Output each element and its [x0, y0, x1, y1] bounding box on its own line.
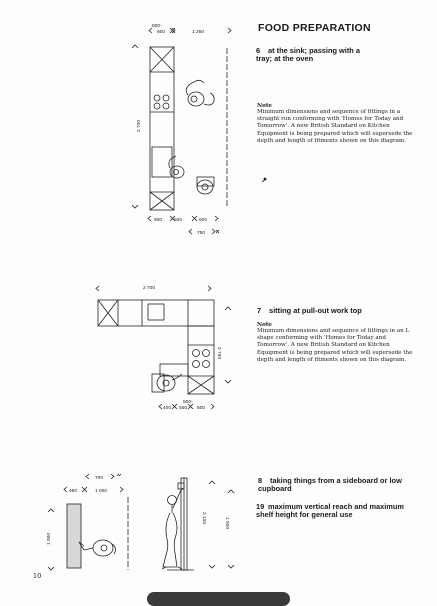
caption-text: sitting at pull-out work top — [269, 306, 362, 315]
dim-label: 750 — [197, 231, 206, 236]
note-text: Minimum dimensions and sequence of fittings in an L shape conforming with 'Homes for Today and Tomorrow'. A new British Standard on Kitchen Equipment is being prepared which will supersede the depth and length of fitments shown on this diagram. — [257, 328, 413, 363]
note-heading: Note — [257, 322, 272, 328]
dim-label: 500- — [183, 400, 193, 405]
dim-label: 600 — [154, 218, 163, 223]
dim-label: 2 700 — [216, 347, 221, 360]
dim-label: 700 — [95, 476, 104, 481]
note-text: Minimum dimensions and sequence of fittings in a straight run conforming with 'Homes for Today and Tomorrow'. A new British Standard on Kitchen Equipment is being prepared which will supersede the depth and length of fitments shown on this diagram. — [257, 109, 413, 144]
diagram-vertical-reach — [162, 478, 234, 570]
dim-label: 2 700 — [137, 119, 142, 132]
caption-number: 19 — [256, 502, 265, 511]
diagram-straight-run — [132, 28, 266, 234]
caption-text: maximum vertical reach and maximum shelf height for general use — [256, 502, 404, 520]
caption-text: taking things from a sideboard or low cupboard — [258, 476, 402, 494]
dim-label: 600 — [197, 406, 206, 411]
dim-label: 2 100 — [201, 512, 206, 525]
dim-label: 1 000 — [47, 532, 52, 545]
dim-label: 1 250 — [192, 30, 205, 35]
caption-number: 7 — [257, 306, 262, 315]
dim-label: 1 000 — [95, 489, 108, 494]
dim-label: 500 — [174, 218, 183, 223]
dim-label: 400 — [163, 406, 172, 411]
dim-label: 450 — [69, 489, 78, 494]
bottom-scroll-bar[interactable] — [147, 592, 290, 606]
dim-label: 600 — [157, 30, 166, 35]
caption-number: 8 — [258, 476, 263, 485]
dim-label: 550 — [179, 406, 188, 411]
diagram-sideboard — [48, 474, 128, 570]
dim-label: 600 — [199, 218, 208, 223]
caption-text: at the sink; passing with a tray; at the oven — [256, 46, 360, 64]
caption-number: 6 — [256, 46, 261, 55]
page-number: 10 — [33, 572, 42, 580]
dim-label: 500- — [152, 24, 162, 29]
page-title: FOOD PREPARATION — [258, 22, 371, 34]
note-heading: Note — [257, 103, 272, 109]
dim-label: 2 700 — [143, 286, 156, 291]
diagram-l-shape — [96, 286, 231, 409]
dim-label: 1 800 — [224, 517, 229, 530]
